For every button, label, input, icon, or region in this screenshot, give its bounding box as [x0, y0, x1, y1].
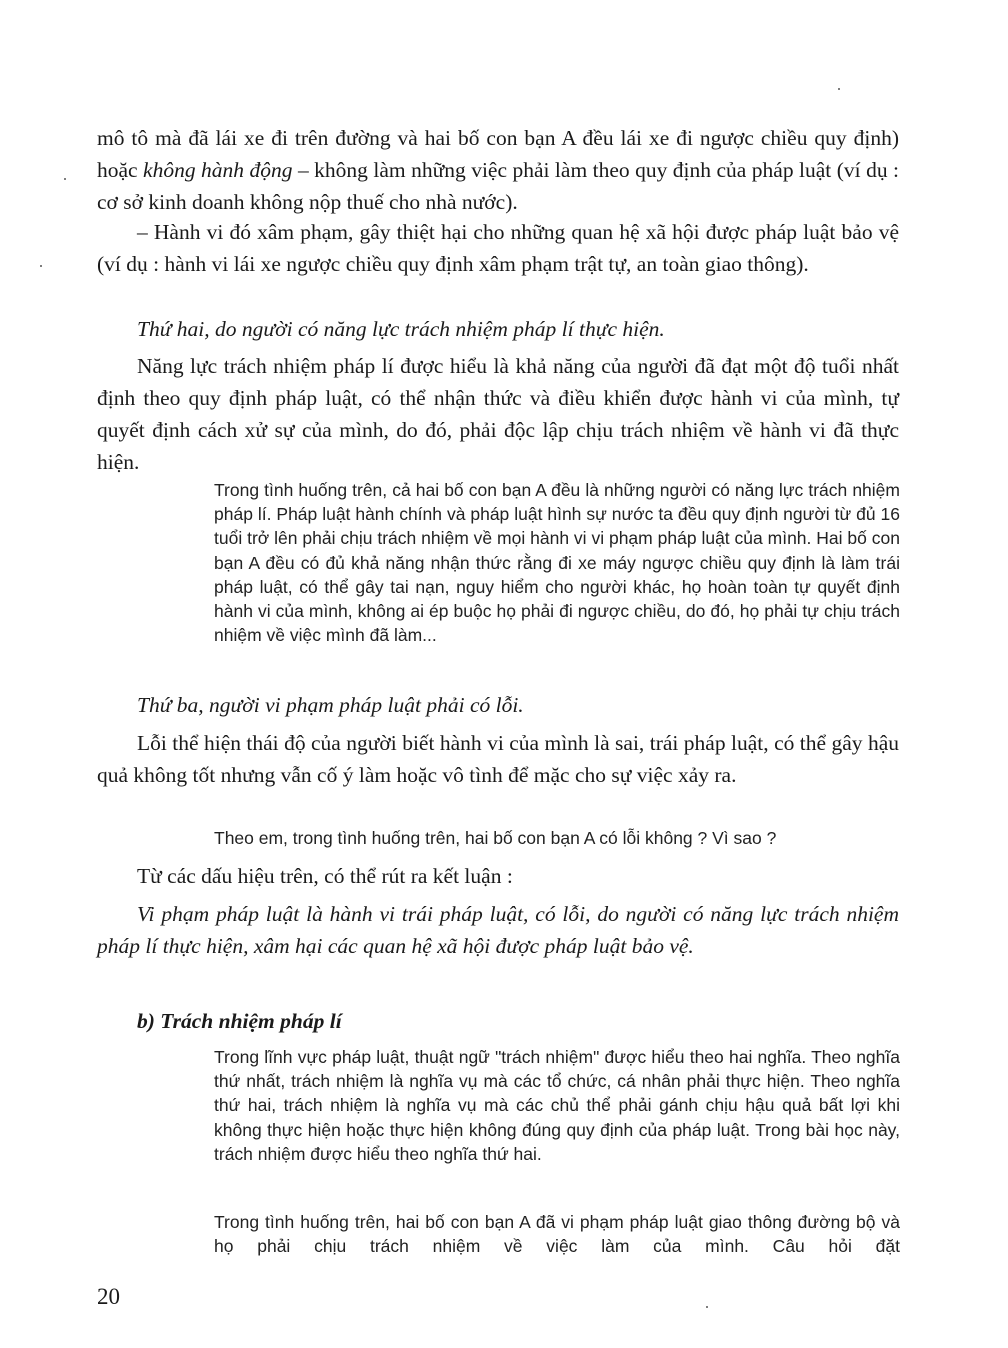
heading-second-sign: Thứ hai, do người có năng lực trách nhiệm pháp lí thực hiện.	[137, 317, 665, 341]
definition-violation: Vi phạm pháp luật là hành vi trái pháp luật, có lỗi, do người có năng lực trách nhiệm pháp lí thực hiện, xâm hại các quan hệ xã hội được pháp luật bảo vệ.	[97, 902, 899, 958]
paragraph-capacity: Năng lực trách nhiệm pháp lí được hiểu là khả năng của người đã đạt một độ tuổi nhất định theo quy định pháp luật, có thể nhận thức và điều khiển được hành vi của mình, tự quyết định cách xử sự của mình, do đó, phải độc lập chịu trách nhiệm về hành vi đã thực hiện.	[97, 354, 899, 474]
scan-speck	[40, 265, 42, 267]
section-heading-b: b) Trách nhiệm pháp lí	[137, 1009, 342, 1033]
scan-speck	[838, 88, 840, 90]
paragraph-continuation: mô tô mà đã lái xe đi trên đường và hai bố con bạn A đều lái xe đi ngược chiều quy định) hoặc không hành động – không làm những việc phải làm theo quy định của pháp luật (ví dụ : cơ sở kinh doanh không nộp thuế cho nhà nước).	[97, 126, 900, 214]
question-fault: Theo em, trong tình huống trên, hai bố con bạn A có lỗi không ? Vì sao ?	[214, 828, 777, 848]
case-box-capacity: Trong tình huống trên, cả hai bố con bạn A đều là những người có năng lực trách nhiệm pháp lí. Pháp luật hành chính và pháp luật hình sự nước ta đều quy định người từ đủ 16 tuổi trở lên phải chịu trách nhiệm về mọi hành vi vi phạm pháp luật của mình. Hai bố con bạn A đều có đủ khả năng nhận thức rằng đi xe máy ngược chiều quy định là làm trái pháp luật, có thể gây tai nạn, nguy hiểm cho người khác, họ hoàn toàn tự quyết định hành vi của mình, không ai ép buộc họ phải đi ngược chiều, do đó, họ phải tự chịu trách nhiệm về việc mình đã làm...	[214, 480, 900, 646]
paragraph-conclusion-intro: Từ các dấu hiệu trên, có thể rút ra kết luận :	[137, 864, 513, 888]
scan-speck	[706, 1306, 708, 1308]
box-responsibility-meaning: Trong lĩnh vực pháp luật, thuật ngữ "trách nhiệm" được hiểu theo hai nghĩa. Theo nghĩa thứ nhất, trách nhiệm là nghĩa vụ mà các tổ chức, cá nhân phải thực hiện. Theo nghĩa thứ hai, trách nhiệm là nghĩa vụ mà các chủ thể phải gánh chịu hậu quả bất lợi khi không thực hiện hoặc thực hiện không đúng quy định của pháp luật. Trong bài học này, trách nhiệm được hiểu theo nghĩa thứ hai.	[214, 1047, 900, 1164]
scan-speck	[64, 178, 66, 180]
paragraph-fault: Lỗi thể hiện thái độ của người biết hành vi của mình là sai, trái pháp luật, có thể gây hậu quả không tốt nhưng vẫn cố ý làm hoặc vô tình để mặc cho sự việc xảy ra.	[97, 731, 899, 787]
page-number: 20	[97, 1284, 120, 1309]
heading-third-sign: Thứ ba, người vi phạm pháp luật phải có lỗi.	[137, 693, 524, 717]
paragraph-harm: – Hành vi đó xâm phạm, gây thiệt hại cho những quan hệ xã hội được pháp luật bảo vệ (ví dụ : hành vi lái xe ngược chiều quy định xâm phạm trật tự, an toàn giao thông).	[97, 220, 899, 276]
italic-phrase: không hành động	[143, 158, 293, 182]
box-case-responsibility: Trong tình huống trên, hai bố con bạn A đã vi phạm pháp luật giao thông đường bộ và họ phải chịu trách nhiệm về việc làm của mình. Câu hỏi đặt	[214, 1212, 900, 1257]
